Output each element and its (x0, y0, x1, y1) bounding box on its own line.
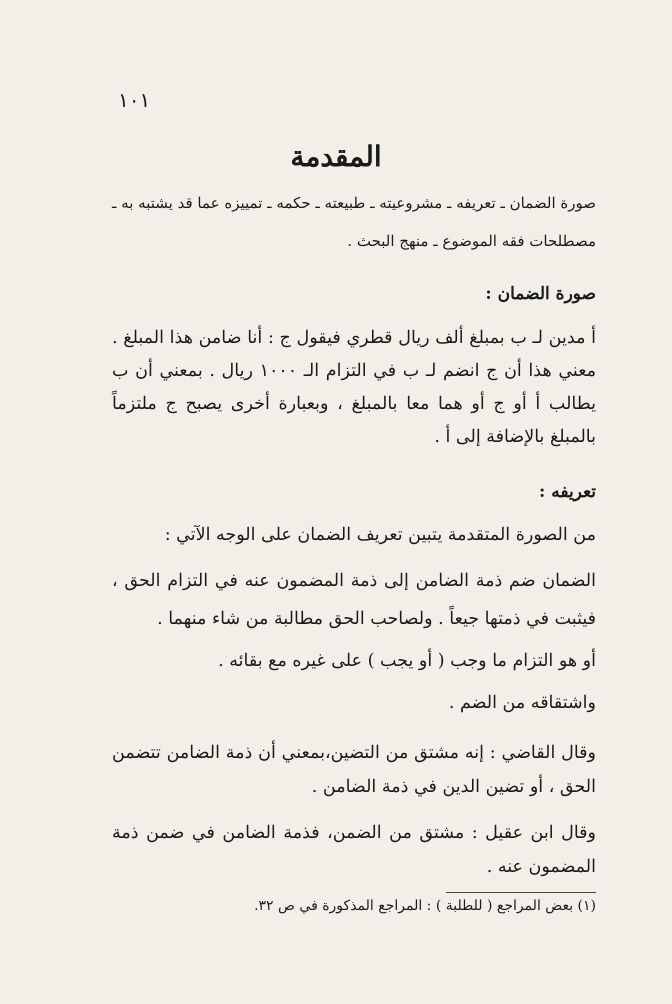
section-image-body: أ مدين لـ ب بمبلغ ألف ريال قطري فيقول ج : أنا ضامن هذا المبلغ . معني هذا أن ج انضم لـ ب في التزام الـ ١٠٠٠ ريال . بمعني أن ب يطالب أ أو ج أو هما معا بالمبلغ ، وبعبارة أخرى يصبح ج ملتزماً بالمبلغ بالإضافة إلى أ . (112, 328, 597, 447)
ibn-aqil-opinion: وقال ابن عقيل : مشتق من الضمن، فذمة الضامن في ضمن ذمة المضمون عنه . (112, 823, 596, 877)
qadi-opinion: وقال القاضي : إنه مشتق من التضين،بمعني أن ذمة الضامن تتضمن الحق ، أو تضين الدين في ذمة الضامن . (112, 743, 596, 797)
contents-summary: صورة الضمان ـ تعريفه ـ مشروعيته ـ طبيعته ـ حكمه ـ تمييزه عما قد يشتبه به ـ مصطلحات فقه الموضوع ـ منهج البحث . (112, 194, 596, 250)
derivation-text: واشتقاقه من الضم . (448, 693, 596, 713)
page-number: ١٠١ (118, 88, 151, 112)
chapter-heading: المقدمة (290, 140, 382, 173)
footnote-divider (446, 892, 596, 893)
definition-second: أو هو التزام ما وجب ( أو يجب ) على غيره مع بقائه . (218, 651, 596, 671)
definition-first: الضمان ضم ذمة الضامن إلى ذمة المضمون عنه في التزام الحق ، فيثبت في ذمتها جيعاً . ولصاحب الحق مطالبة من شاء منهما . (112, 571, 596, 629)
section-title-image: صورة الضمان : (485, 284, 596, 304)
definition-intro: من الصورة المتقدمة يتبين تعريف الضمان على الوجه الآتي : (164, 525, 596, 545)
footnote: (١) بعض المراجع ( للطلبة ) : المراجع المذكورة في ص ٣٢. (254, 898, 596, 914)
section-title-definition: تعريفه : (539, 482, 596, 502)
